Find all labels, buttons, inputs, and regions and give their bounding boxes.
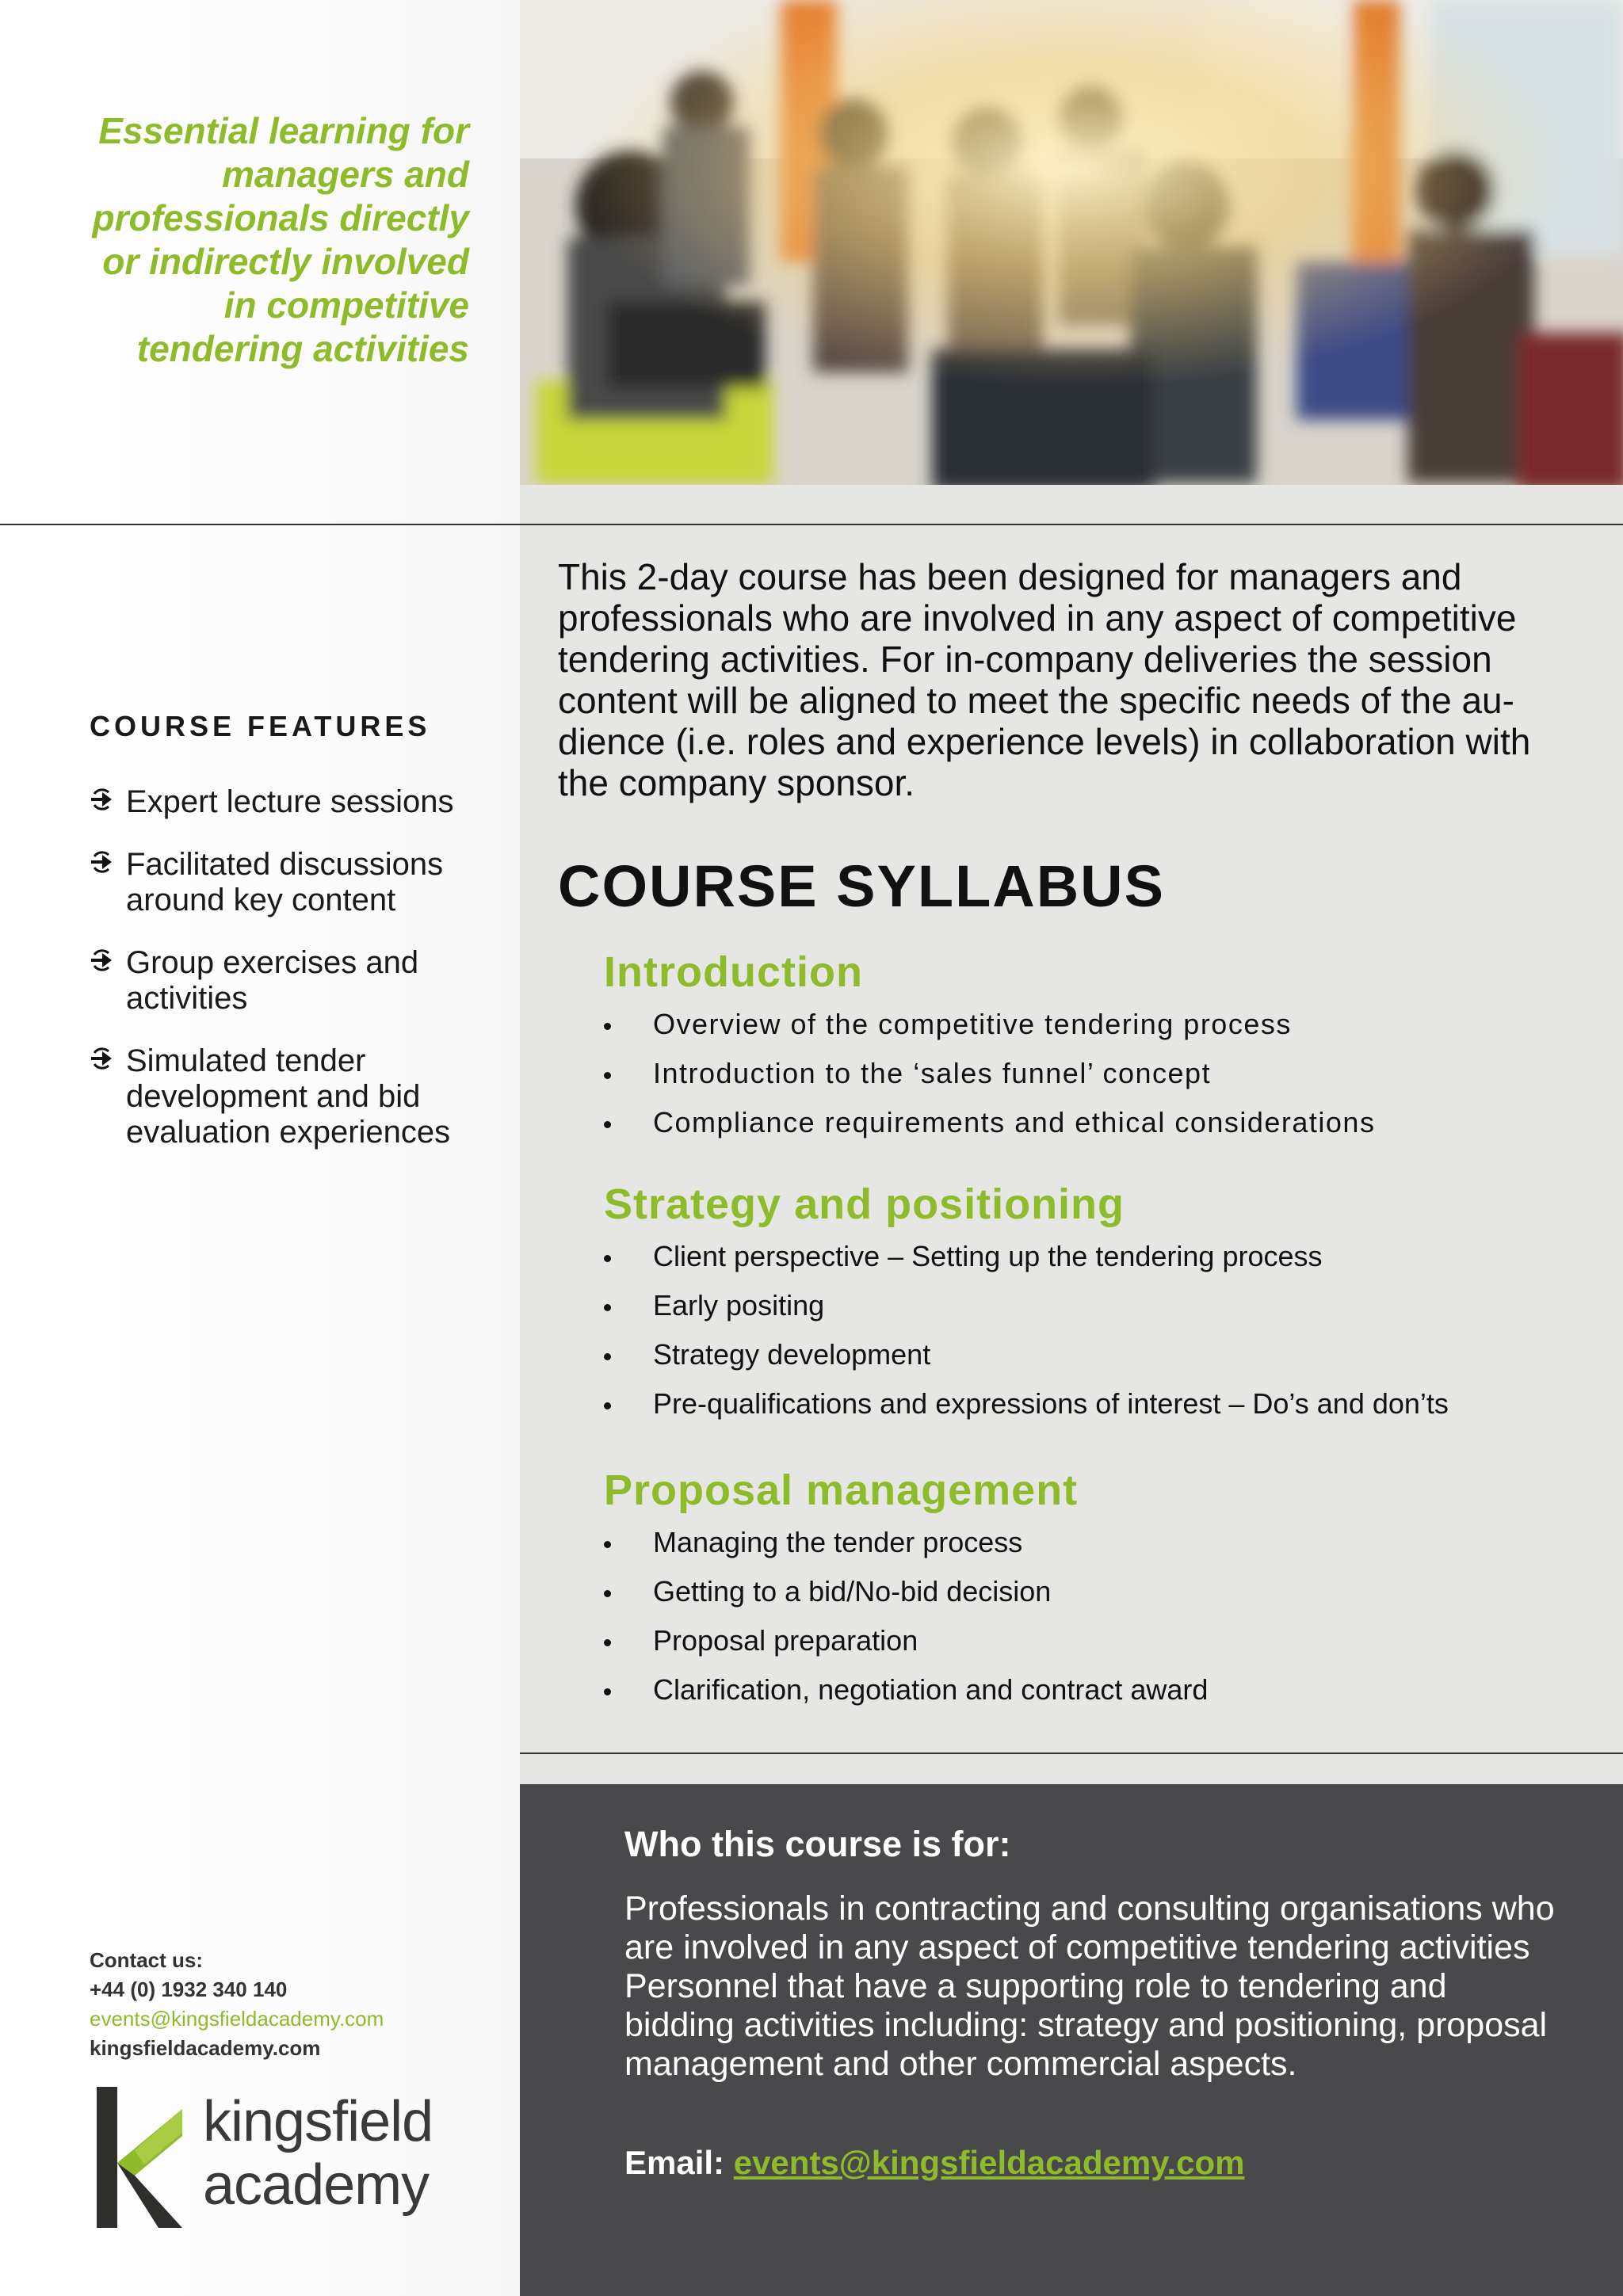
syllabus-item: Introduction to the ‘sales funnel’ concept: [604, 1049, 1587, 1098]
syllabus-section-strategy: [604, 1180, 1587, 1428]
syllabus-item: Pre-qualifications and expressions of interest – Do’s and don’ts: [604, 1379, 1587, 1428]
kingsfield-academy-logo: [94, 2084, 466, 2234]
arrow-right-circle-icon: [90, 948, 113, 972]
contact-email-link[interactable]: events@kingsfieldacademy.com: [90, 2007, 384, 2031]
syllabus-item: Managing the tender process: [604, 1518, 1587, 1567]
logo-word-line2: academy: [203, 2153, 430, 2217]
course-features-title: COURSE FEATURES: [90, 710, 431, 742]
course-features-list: [90, 784, 502, 1177]
feature-item: [90, 945, 502, 1016]
arrow-right-circle-icon: [90, 850, 113, 874]
arrow-right-circle-icon: [90, 788, 113, 811]
tagline-line: Essential learning for: [98, 110, 469, 151]
tagline-line: professionals directly: [92, 197, 469, 238]
feature-text: Simulated tender: [126, 1043, 366, 1078]
contact-label: Contact us:: [90, 1948, 203, 1972]
feature-item: [90, 847, 502, 918]
feature-text: development and bid: [126, 1079, 421, 1114]
k-logo-icon: [94, 2087, 189, 2229]
classroom-photo-image: [520, 0, 1623, 485]
hero-photo: [520, 0, 1623, 485]
feature-text: activities: [126, 981, 248, 1016]
syllabus-item: Clarification, negotiation and contract award: [604, 1665, 1587, 1714]
feature-item: [90, 784, 502, 820]
feature-text: Facilitated discussions: [126, 847, 444, 882]
tagline-line: managers and: [222, 154, 469, 195]
syllabus-item: Getting to a bid/No-bid decision: [604, 1567, 1587, 1616]
email-link[interactable]: events@kingsfieldacademy.com: [733, 2144, 1245, 2181]
feature-text: Group exercises and: [126, 945, 419, 980]
audience-text: Professionals in contracting and consulting organisations who are involved in any aspect of competitive tendering activities Personnel that have a supporting role to tendering and bidding activities including: strategy and positioning, proposal management and other commercial aspects.: [624, 1890, 1555, 2083]
syllabus-item: Strategy development: [604, 1330, 1587, 1379]
section-heading: Proposal management: [604, 1466, 1079, 1514]
tagline: [25, 109, 469, 371]
feature-text: around key content: [126, 883, 396, 917]
contact-phone[interactable]: +44 (0) 1932 340 140: [90, 1978, 288, 2001]
tagline-line: or indirectly involved: [102, 241, 469, 282]
syllabus-item: Proposal preparation: [604, 1616, 1587, 1665]
course-intro-text: This 2-day course has been designed for managers and professionals who are involved in any aspect of competitive tendering activities. For in-company deliveries the session content will be aligned to meet the specific needs of the au-dience (i.e. roles and experience levels) in collaboration with the company sponsor.: [558, 556, 1531, 803]
audience-email-line: [624, 2144, 1244, 2182]
contact-website-link[interactable]: kingsfieldacademy.com: [90, 2036, 321, 2060]
syllabus-section-proposal: [604, 1466, 1587, 1714]
syllabus-item: Early positing: [604, 1281, 1587, 1330]
syllabus-item: Client perspective – Setting up the tendering process: [604, 1232, 1587, 1281]
tagline-line: in competitive: [223, 284, 469, 326]
feature-text: evaluation experiences: [126, 1115, 451, 1150]
email-label: Email:: [624, 2144, 725, 2181]
divider-bottom: [520, 1753, 1623, 1754]
section-heading: Introduction: [604, 948, 863, 996]
section-heading: Strategy and positioning: [604, 1180, 1125, 1228]
arrow-right-circle-icon: [90, 1047, 113, 1070]
audience-title: Who this course is for:: [624, 1824, 1011, 1864]
logo-word-line1: kingsfield: [203, 2090, 433, 2153]
syllabus-item: Compliance requirements and ethical considerations: [604, 1098, 1587, 1147]
feature-item: [90, 1043, 502, 1150]
divider-top: [0, 524, 1623, 525]
left-column: [0, 0, 520, 2296]
syllabus-item: Overview of the competitive tendering process: [604, 1000, 1587, 1049]
tagline-line: tendering activities: [136, 328, 469, 369]
contact-block: [90, 1946, 384, 2063]
course-syllabus-title: COURSE SYLLABUS: [558, 853, 1165, 919]
syllabus-section-introduction: [604, 948, 1587, 1147]
feature-text: Expert lecture sessions: [126, 784, 454, 819]
